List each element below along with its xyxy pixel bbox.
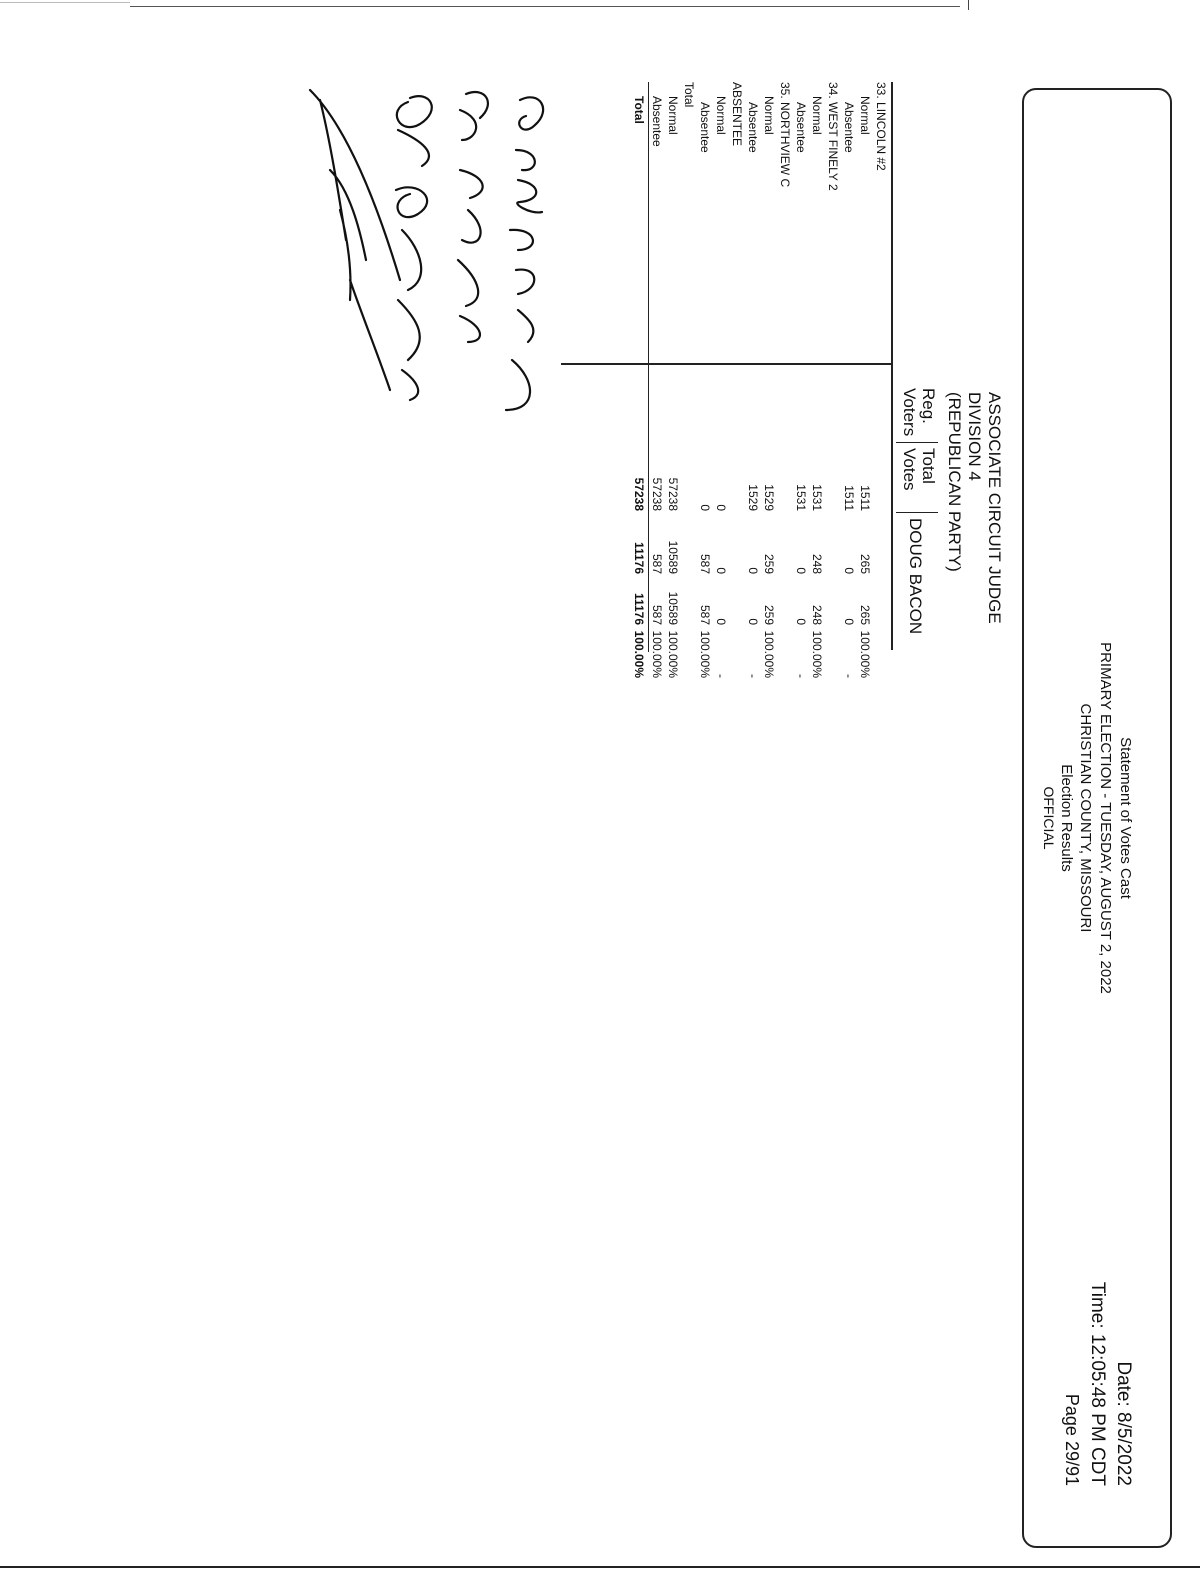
total-votes-cell: 0	[842, 567, 856, 574]
contest-line-3: (REPUBLICAN PARTY)	[945, 392, 964, 572]
total-rule	[648, 82, 649, 652]
table-row	[682, 82, 696, 652]
candidate-percent-cell: -	[794, 674, 808, 678]
total-votes-cell: 587	[650, 553, 664, 574]
table-row	[746, 82, 760, 678]
page-number: Page 29/91	[1062, 1393, 1082, 1486]
candidate-votes-cell: 259	[762, 604, 776, 625]
contest-line-1: ASSOCIATE CIRCUIT JUDGE	[985, 392, 1004, 624]
table-row	[794, 82, 808, 678]
candidate-percent-cell: -	[842, 674, 856, 678]
total-votes-cell: 10589	[666, 540, 680, 574]
candidate-votes-cell: 0	[746, 618, 760, 625]
table-row	[666, 82, 680, 678]
total-votes-cell: 259	[762, 553, 776, 574]
column-header-reg-voters	[900, 388, 938, 436]
report-title: Statement of Votes Cast	[1117, 737, 1134, 899]
candidate-votes-cell: 10589	[666, 591, 680, 625]
table-row	[762, 82, 776, 678]
column-divider	[896, 442, 938, 443]
signature-stroke	[506, 97, 543, 410]
table-row	[650, 82, 664, 678]
row-label: Normal	[810, 96, 824, 135]
row-label: Normal	[858, 96, 872, 135]
candidate-votes-cell: 248	[810, 604, 824, 625]
reg-voters-cell: 1511	[842, 485, 856, 511]
candidate-percent-cell: -	[714, 674, 728, 678]
candidate-votes-cell: 265	[858, 604, 872, 625]
candidate-percent-cell: 100.00%	[858, 630, 872, 678]
row-label: Absentee	[650, 96, 664, 147]
candidate-percent-cell: -	[746, 674, 760, 678]
row-label: Absentee	[794, 102, 808, 153]
official-status: OFFICIAL	[1041, 786, 1057, 850]
row-label: 34. WEST FINELY 2	[826, 82, 840, 191]
row-label: ABSENTEE	[730, 82, 744, 147]
row-label: Absentee	[842, 102, 856, 153]
reg-voters-cell: 57238	[632, 477, 646, 511]
total-votes-cell: 0	[746, 567, 760, 574]
row-label: Normal	[714, 96, 728, 135]
signature-stroke	[458, 92, 488, 342]
signature-stroke	[310, 90, 400, 390]
reg-voters-cell: 1529	[762, 484, 776, 511]
reg-voters-cell: 57238	[666, 477, 680, 511]
row-label: Total	[682, 82, 696, 108]
report-date: Date: 8/5/2022	[1113, 1361, 1134, 1486]
report-header	[1022, 88, 1172, 1548]
column-header-reg-line1: Reg.	[919, 388, 938, 424]
column-header-candidate: DOUG BACON	[906, 518, 925, 635]
total-votes-cell: 265	[858, 553, 872, 574]
candidate-votes-cell: 587	[698, 604, 712, 625]
report-time: Time: 12:05:48 PM CDT	[1087, 1281, 1108, 1486]
candidate-percent-cell: 100.00%	[666, 630, 680, 678]
row-label: Absentee	[698, 102, 712, 153]
table-row	[778, 82, 792, 652]
handwritten-signatures	[290, 80, 560, 420]
table-row	[632, 82, 646, 678]
column-divider	[896, 512, 938, 513]
table-row	[874, 82, 888, 652]
reg-voters-cell: 1511	[858, 485, 872, 511]
contest-line-2: DIVISION 4	[965, 392, 984, 481]
row-label: Total	[632, 96, 646, 124]
candidate-percent-cell: 100.00%	[632, 630, 646, 678]
candidate-percent-cell: 100.00%	[650, 630, 664, 678]
column-header-reg-line2: Voters	[900, 388, 919, 437]
total-votes-cell: 248	[810, 553, 824, 574]
signature-stroke	[396, 96, 432, 400]
candidate-votes-cell: 11176	[632, 592, 646, 625]
reg-voters-cell: 1531	[794, 484, 808, 511]
candidate-votes-cell: 0	[842, 618, 856, 625]
total-votes-cell: 587	[698, 553, 712, 574]
total-votes-cell: 11176	[632, 541, 646, 574]
table-row	[698, 82, 712, 678]
reg-voters-cell: 57238	[650, 477, 664, 511]
row-label: Normal	[666, 96, 680, 135]
row-label: Normal	[762, 96, 776, 135]
county-name: CHRISTIAN COUNTY, MISSOURI	[1077, 703, 1094, 933]
table-row	[826, 82, 840, 652]
column-header-total-votes	[900, 448, 938, 491]
row-label: 35. NORTHVIEW C	[778, 82, 792, 188]
election-name: PRIMARY ELECTION - TUESDAY, AUGUST 2, 2022	[1097, 642, 1114, 994]
row-label: Absentee	[746, 102, 760, 153]
reg-voters-cell: 0	[698, 504, 712, 511]
total-votes-cell: 0	[794, 567, 808, 574]
results-label: Election Results	[1058, 764, 1075, 872]
table-row	[714, 82, 728, 678]
candidate-votes-cell: 587	[650, 604, 664, 625]
total-votes-cell: 0	[714, 567, 728, 574]
table-row	[842, 82, 856, 678]
column-header-total-line2: Votes	[900, 448, 919, 491]
candidate-percent-cell: 100.00%	[698, 630, 712, 678]
candidate-votes-cell: 0	[714, 618, 728, 625]
table-row	[730, 82, 744, 652]
table-row	[810, 82, 824, 678]
candidate-percent-cell: 100.00%	[810, 630, 824, 678]
candidate-percent-cell: 100.00%	[762, 630, 776, 678]
column-header-total-line1: Total	[919, 448, 938, 484]
table-top-rule	[891, 82, 893, 650]
reg-voters-cell: 1531	[810, 484, 824, 511]
reg-voters-cell: 1529	[746, 484, 760, 511]
contest-title	[944, 392, 1004, 624]
row-label: 33. LINCOLN #2	[874, 82, 888, 171]
candidate-votes-cell: 0	[794, 618, 808, 625]
reg-voters-cell: 0	[714, 504, 728, 511]
table-row	[858, 82, 872, 678]
